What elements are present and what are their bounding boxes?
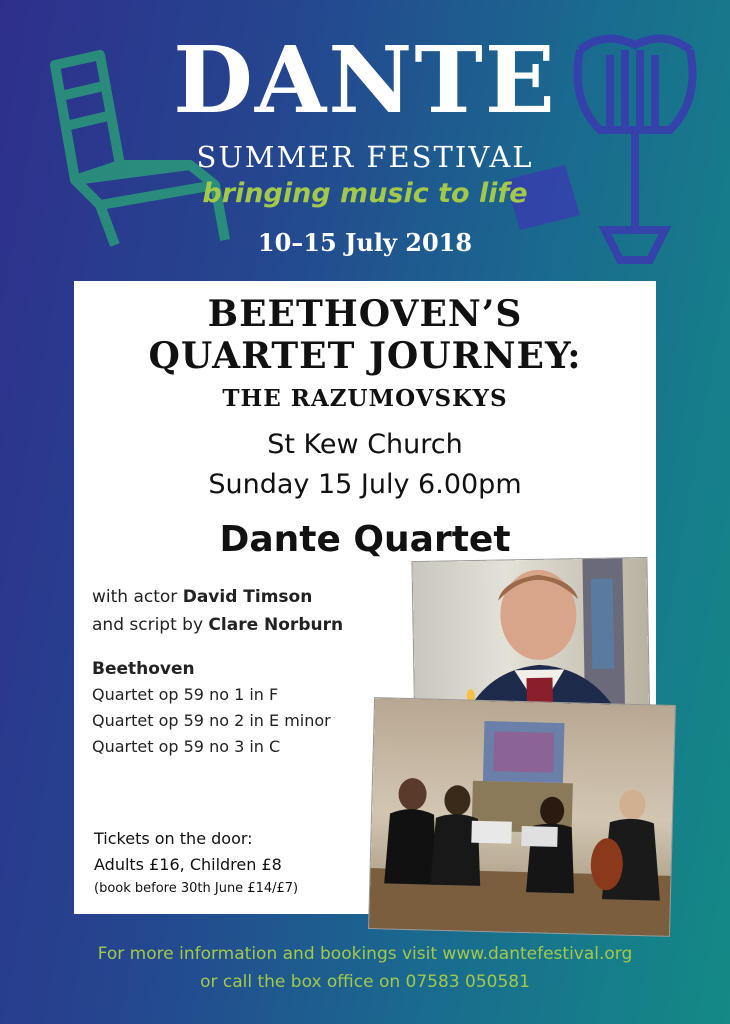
event-title-line2: QUARTET JOURNEY: xyxy=(148,335,582,377)
footer-box-office: or call the box office on 07583 050581 xyxy=(200,972,530,992)
tickets-early-booking: (book before 30th June £14/£7) xyxy=(94,881,299,896)
festival-title: DANTE xyxy=(173,26,557,134)
footer-info: For more information and bookings visit www.dantefestival.org xyxy=(97,944,633,964)
tickets-heading: Tickets on the door: xyxy=(94,829,253,848)
script-name: Clare Norburn xyxy=(208,615,344,635)
festival-dates: 10–15 July 2018 xyxy=(257,228,473,257)
quartet-performance-illustration xyxy=(369,698,675,936)
event-datetime: Sunday 15 July 6.00pm xyxy=(208,469,522,500)
actor-prefix: with actor xyxy=(92,587,183,607)
quartet-photo xyxy=(369,698,675,936)
programme-work: Quartet op 59 no 1 in F xyxy=(92,685,279,704)
actor-name: David Timson xyxy=(182,587,313,607)
programme-composer: Beethoven xyxy=(92,659,195,679)
tickets-prices: Adults £16, Children £8 xyxy=(94,855,282,874)
programme-work: Quartet op 59 no 2 in E minor xyxy=(92,711,331,730)
event-ensemble: Dante Quartet xyxy=(219,519,511,560)
festival-header xyxy=(0,0,730,275)
event-title-line1: BEETHOVEN’S xyxy=(207,293,523,335)
event-title-line3: THE RAZUMOVSKYS xyxy=(222,385,508,412)
festival-subtitle: SUMMER FESTIVAL xyxy=(196,140,534,174)
actor-credit xyxy=(92,587,312,607)
programme-work: Quartet op 59 no 3 in C xyxy=(92,737,281,756)
festival-tagline: bringing music to life xyxy=(202,178,528,209)
script-prefix: and script by xyxy=(92,615,209,635)
event-venue: St Kew Church xyxy=(267,429,463,460)
script-credit xyxy=(92,615,343,635)
